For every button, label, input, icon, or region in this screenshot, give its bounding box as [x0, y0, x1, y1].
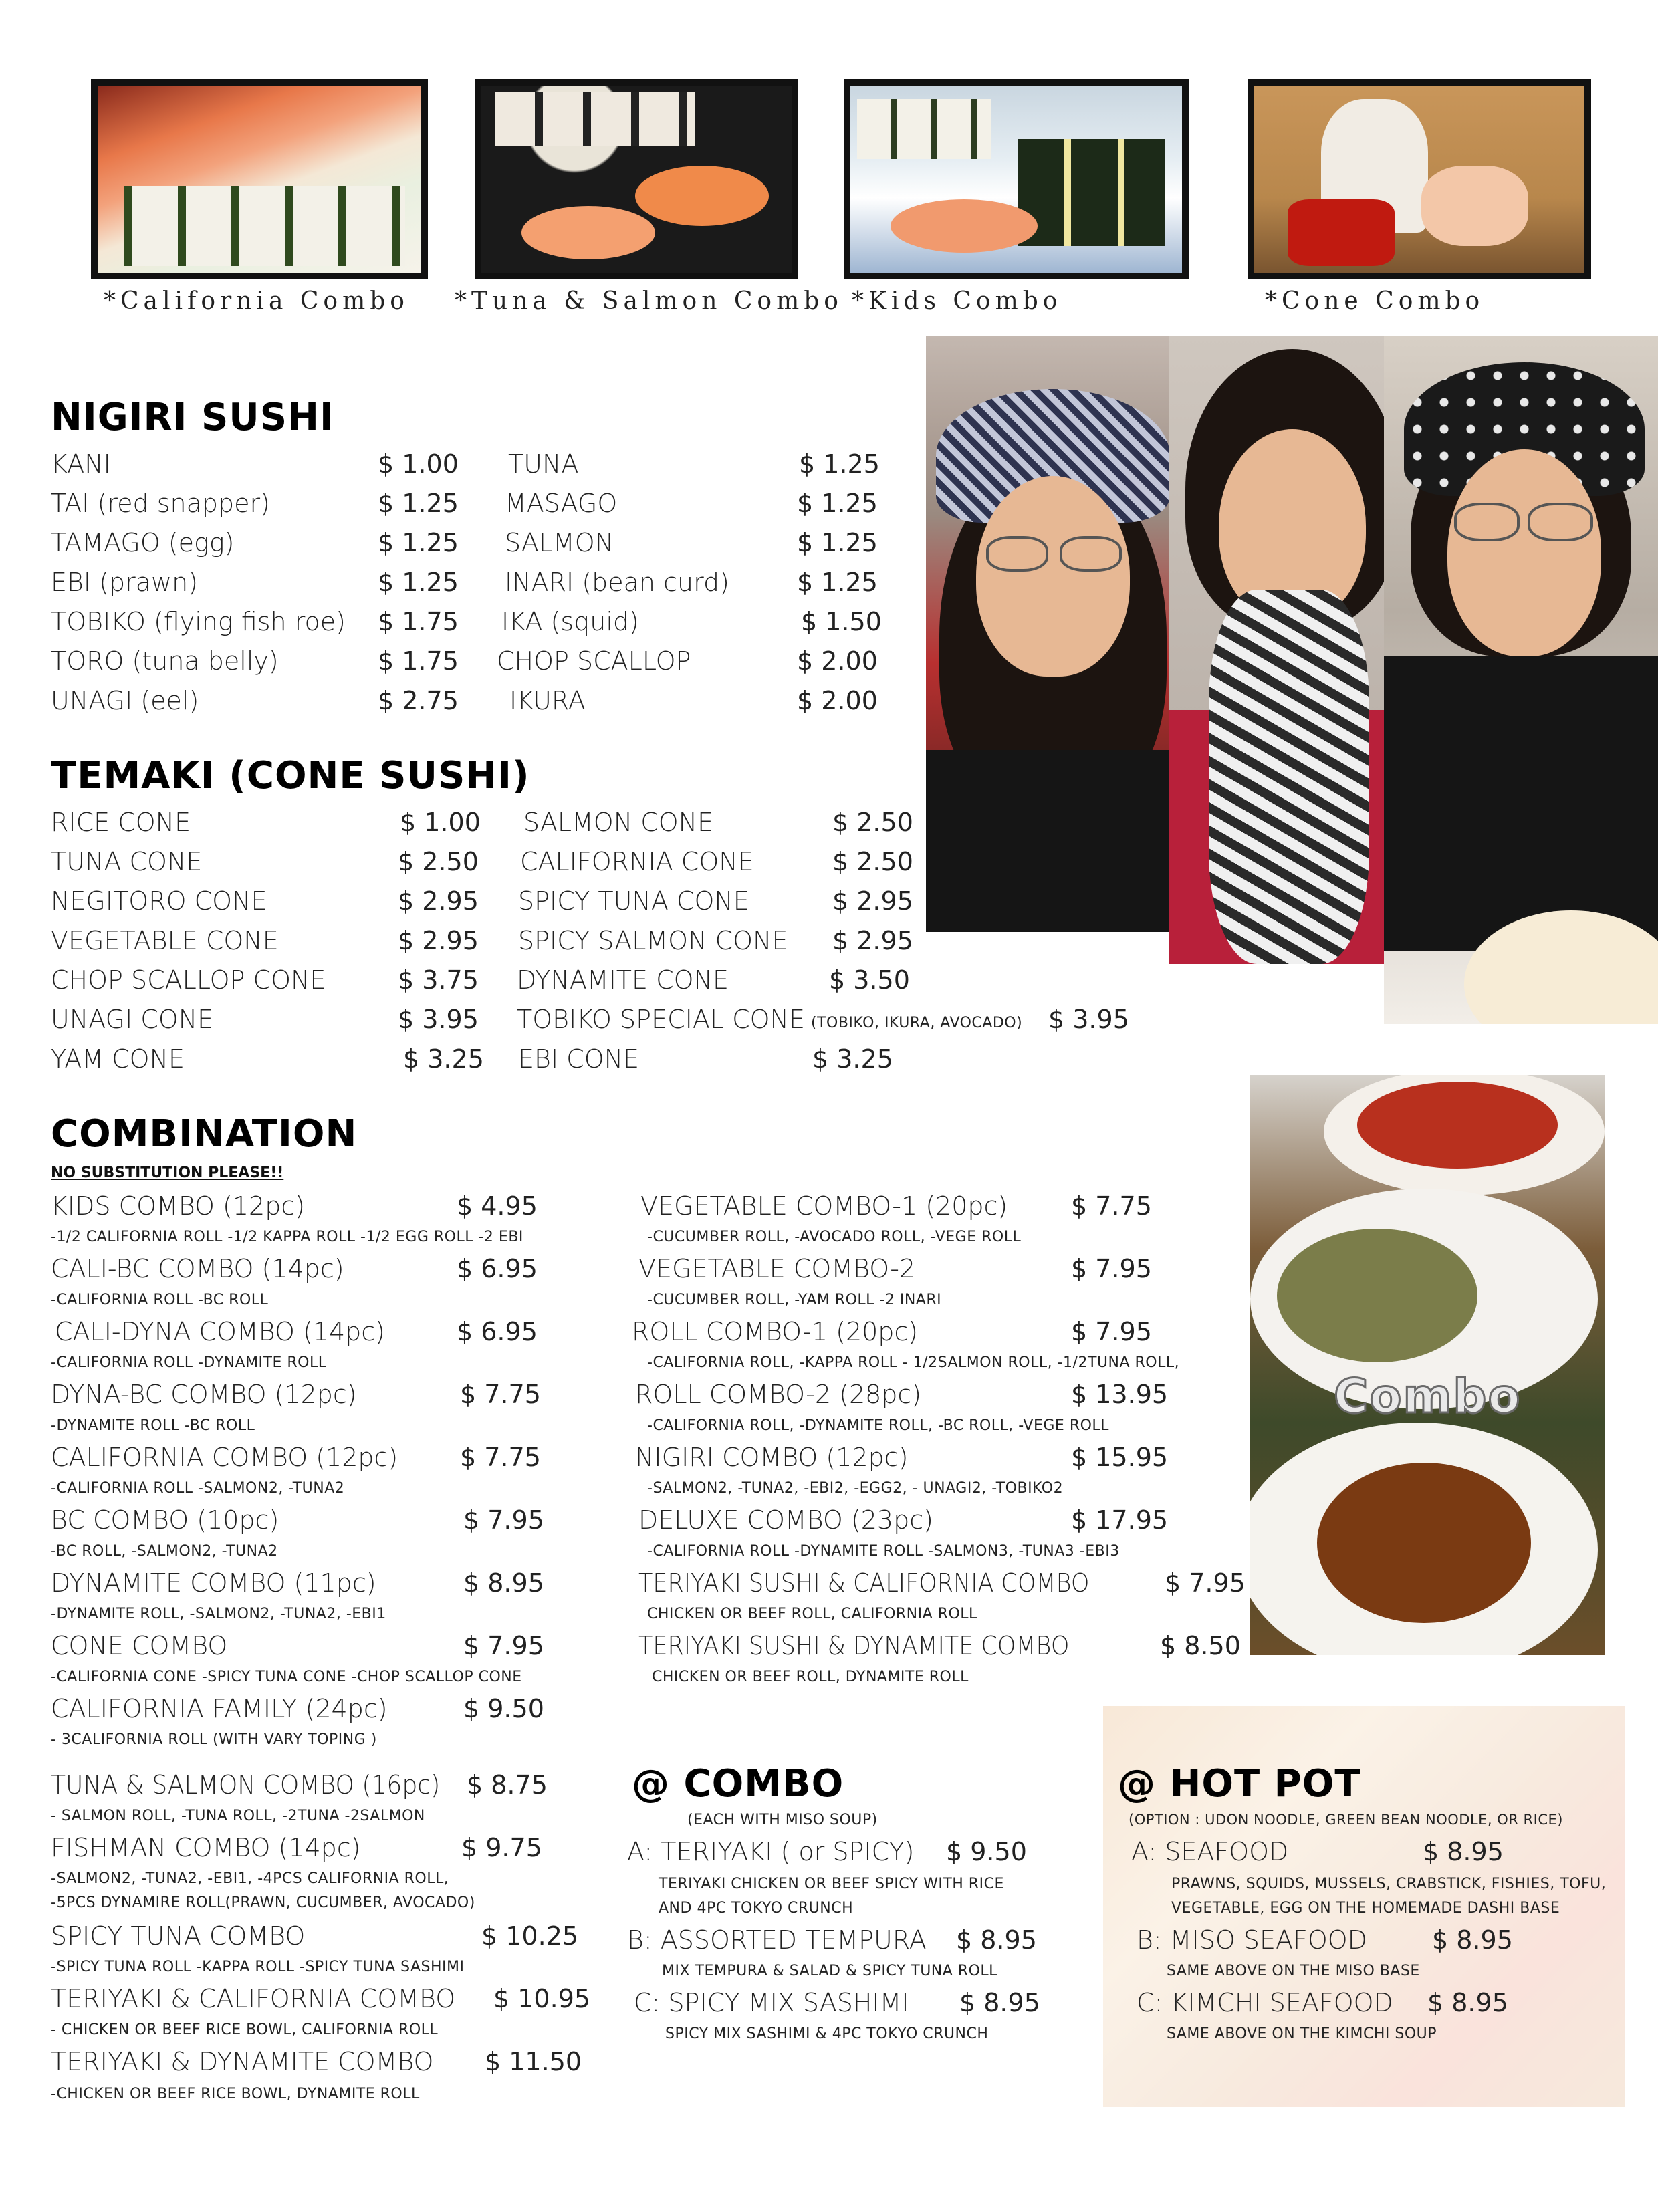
combo-item-name: CONE COMBO — [51, 1631, 228, 1661]
combo-item-name: TERIYAKI SUSHI & CALIFORNIA COMBO — [638, 1568, 1090, 1598]
combo-item-price: $ 7.95 — [1165, 1568, 1246, 1598]
temaki-item-price: $ 2.50 — [398, 847, 479, 876]
temaki-item-name: SPICY SALMON CONE — [518, 926, 788, 955]
cone-combo-photo — [1248, 79, 1591, 279]
temaki-item-price: $ 3.50 — [829, 965, 910, 995]
combo-item-price: $ 4.95 — [457, 1191, 538, 1221]
at-combo-item-name: B: ASSORTED TEMPURA — [627, 1925, 927, 1955]
at-combo-item-desc: TERIYAKI CHICKEN OR BEEF SPICY WITH RICE — [659, 1876, 1004, 1892]
combo-item-name: DELUXE COMBO (23pc) — [638, 1505, 933, 1535]
combo-item-desc: -CHICKEN OR BEEF RICE BOWL, DYNAMITE ROLL — [51, 2086, 420, 2102]
tuna-salmon-combo-caption: *Tuna & Salmon Combo — [455, 287, 843, 315]
temaki-item-price: $ 2.50 — [832, 847, 913, 876]
chef-photo-right — [1384, 336, 1658, 1024]
combo-item-price: $ 15.95 — [1071, 1443, 1169, 1472]
combo-item-desc: -1/2 CALIFORNIA ROLL -1/2 KAPPA ROLL -1/2 EGG ROLL -2 EBI — [51, 1229, 523, 1245]
combo-item-price: $ 8.95 — [463, 1568, 544, 1598]
combo-item-price: $ 9.75 — [461, 1833, 542, 1862]
combination-heading: COMBINATION — [51, 1112, 358, 1156]
california-combo-photo — [91, 79, 428, 279]
combo-item-price: $ 10.25 — [481, 1921, 579, 1951]
temaki-item-price: $ 2.95 — [832, 926, 913, 955]
temaki-item-name: SALMON CONE — [523, 808, 714, 837]
nigiri-item-price: $ 1.75 — [378, 646, 459, 676]
nigiri-item-price: $ 1.25 — [378, 568, 459, 597]
temaki-item-price: $ 1.00 — [400, 808, 481, 837]
tuna-salmon-combo-photo — [475, 79, 798, 279]
combo-item-name: VEGETABLE COMBO-1 (20pc) — [640, 1191, 1008, 1221]
temaki-item-price: $ 2.95 — [398, 886, 479, 916]
nigiri-item-name: UNAGI (eel) — [51, 686, 199, 715]
combo-item-price: $ 8.75 — [467, 1770, 548, 1800]
combo-item-name: SPICY TUNA COMBO — [51, 1921, 306, 1951]
combo-item-desc: -CALIFORNIA ROLL, -KAPPA ROLL - 1/2SALMON ROLL, -1/2TUNA ROLL, — [647, 1354, 1180, 1371]
combo-item-price: $ 13.95 — [1071, 1380, 1169, 1409]
combo-item-desc: CHICKEN OR BEEF ROLL, DYNAMITE ROLL — [652, 1669, 969, 1685]
temaki-heading: TEMAKI (CONE SUSHI) — [51, 754, 530, 797]
nigiri-item-name: CHOP SCALLOP — [497, 646, 691, 676]
combo-item-price: $ 9.50 — [463, 1694, 544, 1723]
combo-item-name: TERIYAKI & CALIFORNIA COMBO — [51, 1984, 456, 2013]
combo-item-price: $ 10.95 — [493, 1984, 591, 2013]
combo-item-name: TERIYAKI & DYNAMITE COMBO — [51, 2047, 434, 2076]
combo-item-price: $ 7.75 — [1071, 1191, 1152, 1221]
temaki-item-name: SPICY TUNA CONE — [518, 886, 749, 916]
combo-item-price: $ 7.75 — [460, 1380, 541, 1409]
nigiri-item-name: EBI (prawn) — [51, 568, 199, 597]
combo-item-desc: -DYNAMITE ROLL -BC ROLL — [51, 1417, 255, 1434]
temaki-item-price: $ 3.95 — [398, 1005, 479, 1034]
nigiri-item-price: $ 1.25 — [797, 528, 878, 558]
at-combo-item-desc: MIX TEMPURA & SALAD & SPICY TUNA ROLL — [662, 1963, 997, 1979]
temaki-item-price: $ 2.95 — [832, 886, 913, 916]
temaki-item-name: TOBIKO SPECIAL CONE — [517, 1005, 805, 1034]
combo-item-price: $ 17.95 — [1071, 1505, 1169, 1535]
combo-item-price: $ 7.95 — [1071, 1317, 1152, 1346]
combo-item-name: FISHMAN COMBO (14pc) — [51, 1833, 361, 1862]
combo-item-name: DYNA-BC COMBO (12pc) — [51, 1380, 357, 1409]
nigiri-item-price: $ 1.75 — [378, 607, 459, 636]
combo-item-name: VEGETABLE COMBO-2 — [638, 1254, 916, 1283]
hot-pot-item-name: C: KIMCHI SEAFOOD — [1137, 1988, 1393, 2017]
combo-item-name: KIDS COMBO (12pc) — [51, 1191, 306, 1221]
nigiri-item-name: TAI (red snapper) — [51, 489, 270, 518]
combo-item-desc: -CUCUMBER ROLL, -AVOCADO ROLL, -VEGE ROLL — [647, 1229, 1022, 1245]
at-combo-item-desc: SPICY MIX SASHIMI & 4PC TOKYO CRUNCH — [665, 2025, 989, 2042]
nigiri-item-name: IKA (squid) — [501, 607, 639, 636]
combo-item-desc: -CALIFORNIA ROLL -DYNAMITE ROLL -SALMON3, -TUNA3 -EBI3 — [647, 1543, 1120, 1560]
temaki-item-price: $ 3.25 — [403, 1044, 484, 1074]
nigiri-item-name: TUNA — [508, 449, 579, 479]
combo-item-name: TUNA & SALMON COMBO (16pc) — [51, 1770, 441, 1800]
combo-item-price: $ 11.50 — [485, 2047, 582, 2076]
at-combo-item-price: $ 9.50 — [946, 1837, 1027, 1866]
combo-item-name: DYNAMITE COMBO (11pc) — [51, 1568, 376, 1598]
temaki-item-price: $ 2.50 — [832, 808, 913, 837]
combo-item-name: TERIYAKI SUSHI & DYNAMITE COMBO — [638, 1631, 1070, 1661]
chef-photo-left — [926, 336, 1180, 932]
combo-item-desc: -SALMON2, -TUNA2, -EBI1, -4PCS CALIFORNIA ROLL, — [51, 1870, 449, 1887]
combo-item-price: $ 7.95 — [1071, 1254, 1152, 1283]
hot-pot-item-desc-line2: VEGETABLE, EGG ON THE HOMEMADE DASHI BASE — [1171, 1900, 1560, 1917]
nigiri-item-price: $ 2.00 — [797, 686, 878, 715]
temaki-item-price: $ 3.75 — [398, 965, 479, 995]
nigiri-item-price: $ 1.25 — [797, 489, 878, 518]
nigiri-item-name: KANI — [51, 449, 111, 479]
nigiri-item-name: SALMON — [505, 528, 614, 558]
temaki-item-name: EBI CONE — [518, 1044, 640, 1074]
combo-item-name: CALI-BC COMBO (14pc) — [51, 1254, 344, 1283]
temaki-item-name: RICE CONE — [51, 808, 191, 837]
nigiri-item-name: INARI (bean curd) — [505, 568, 729, 597]
combo-item-desc-line2: -5PCS DYNAMIRE ROLL(PRAWN, CUCUMBER, AVOCADO) — [51, 1894, 475, 1911]
no-substitution-note: NO SUBSTITUTION PLEASE!! — [51, 1164, 284, 1181]
temaki-item-name: CALIFORNIA CONE — [520, 847, 754, 876]
temaki-item-name: NEGITORO CONE — [51, 886, 267, 916]
combo-item-name: CALIFORNIA COMBO (12pc) — [51, 1443, 398, 1472]
combo-item-name: ROLL COMBO-2 (28pc) — [635, 1380, 922, 1409]
cone-combo-caption: *Cone Combo — [1265, 287, 1485, 315]
hot-pot-item-price: $ 8.95 — [1427, 1988, 1508, 2017]
nigiri-item-name: IKURA — [509, 686, 586, 715]
hot-pot-subtitle: (OPTION : UDON NOODLE, GREEN BEAN NOODLE, OR RICE) — [1129, 1812, 1563, 1828]
hot-pot-item-desc: PRAWNS, SQUIDS, MUSSELS, CRABSTICK, FISHIES, TOFU, — [1171, 1876, 1607, 1892]
temaki-item-name: UNAGI CONE — [51, 1005, 214, 1034]
nigiri-item-name: TORO (tuna belly) — [51, 646, 279, 676]
combo-item-price: $ 6.95 — [457, 1317, 538, 1346]
combo-item-desc: -CALIFORNIA ROLL -BC ROLL — [51, 1292, 269, 1308]
combo-food-photo — [1250, 1075, 1605, 1655]
temaki-item-name: CHOP SCALLOP CONE — [51, 965, 326, 995]
temaki-item-name: VEGETABLE CONE — [51, 926, 279, 955]
kids-combo-photo — [844, 79, 1189, 279]
chef-photo-middle — [1169, 336, 1409, 964]
hot-pot-item-price: $ 8.95 — [1432, 1925, 1513, 1955]
combo-item-price: $ 7.75 — [460, 1443, 541, 1472]
temaki-item-price: $ 2.95 — [398, 926, 479, 955]
combo-item-name: ROLL COMBO-1 (20pc) — [632, 1317, 919, 1346]
combo-item-desc: -CALIFORNIA CONE -SPICY TUNA CONE -CHOP SCALLOP CONE — [51, 1669, 522, 1685]
at-combo-heading: @ COMBO — [632, 1762, 844, 1806]
combo-item-desc: -BC ROLL, -SALMON2, -TUNA2 — [51, 1543, 278, 1560]
combo-item-name: CALIFORNIA FAMILY (24pc) — [51, 1694, 388, 1723]
nigiri-item-price: $ 1.25 — [378, 489, 459, 518]
combo-item-price: $ 7.95 — [463, 1631, 544, 1661]
nigiri-item-price: $ 1.25 — [799, 449, 880, 479]
california-combo-caption: *California Combo — [104, 287, 409, 315]
combo-item-name: NIGIRI COMBO (12pc) — [635, 1443, 909, 1472]
at-combo-item-name: C: SPICY MIX SASHIMI — [634, 1988, 909, 2017]
hot-pot-item-desc: SAME ABOVE ON THE MISO BASE — [1167, 1963, 1420, 1979]
combo-item-desc: -CUCUMBER ROLL, -YAM ROLL -2 INARI — [647, 1292, 942, 1308]
combo-item-name: BC COMBO (10pc) — [51, 1505, 279, 1535]
combo-item-price: $ 7.95 — [463, 1505, 544, 1535]
nigiri-item-price: $ 1.25 — [378, 528, 459, 558]
nigiri-item-price: $ 1.50 — [801, 607, 882, 636]
combo-item-desc: CHICKEN OR BEEF ROLL, CALIFORNIA ROLL — [647, 1606, 977, 1622]
nigiri-item-name: TAMAGO (egg) — [51, 528, 235, 558]
combo-item-desc: - CHICKEN OR BEEF RICE BOWL, CALIFORNIA ROLL — [51, 2021, 439, 2038]
combo-item-desc: -SALMON2, -TUNA2, -EBI2, -EGG2, - UNAGI2, -TOBIKO2 — [647, 1480, 1064, 1497]
combo-item-desc: -DYNAMITE ROLL, -SALMON2, -TUNA2, -EBI1 — [51, 1606, 386, 1622]
combo-photo-label: Combo — [1334, 1369, 1522, 1424]
nigiri-item-price: $ 2.00 — [797, 646, 878, 676]
at-combo-item-desc-line2: AND 4PC TOKYO CRUNCH — [659, 1900, 854, 1917]
hot-pot-item-name: A: SEAFOOD — [1131, 1837, 1289, 1866]
temaki-item-name: DYNAMITE CONE — [517, 965, 729, 995]
combo-item-price: $ 8.50 — [1160, 1631, 1241, 1661]
temaki-item-name: TUNA CONE — [51, 847, 203, 876]
combo-item-name: CALI-DYNA COMBO (14pc) — [55, 1317, 385, 1346]
combo-item-desc: -CALIFORNIA ROLL -SALMON2, -TUNA2 — [51, 1480, 345, 1497]
hot-pot-item-name: B: MISO SEAFOOD — [1137, 1925, 1367, 1955]
hot-pot-heading: @ HOT POT — [1118, 1762, 1361, 1806]
nigiri-item-price: $ 1.00 — [378, 449, 459, 479]
combo-item-desc: -CALIFORNIA ROLL, -DYNAMITE ROLL, -BC ROLL, -VEGE ROLL — [647, 1417, 1109, 1434]
temaki-item-name: YAM CONE — [51, 1044, 185, 1074]
temaki-item-extra: (TOBIKO, IKURA, AVOCADO) — [811, 1015, 1023, 1031]
hot-pot-item-price: $ 8.95 — [1423, 1837, 1504, 1866]
combo-item-desc: -CALIFORNIA ROLL -DYNAMITE ROLL — [51, 1354, 327, 1371]
combo-item-desc: - 3CALIFORNIA ROLL (WITH VARY TOPING ) — [51, 1731, 377, 1748]
combo-item-desc: - SALMON ROLL, -TUNA ROLL, -2TUNA -2SALMON — [51, 1808, 425, 1824]
temaki-item-price: $ 3.25 — [812, 1044, 893, 1074]
kids-combo-caption: *Kids Combo — [852, 287, 1062, 315]
nigiri-item-name: MASAGO — [505, 489, 618, 518]
at-combo-item-price: $ 8.95 — [959, 1988, 1040, 2017]
at-combo-item-name: A: TERIYAKI ( or SPICY) — [627, 1837, 915, 1866]
combo-item-desc: -SPICY TUNA ROLL -KAPPA ROLL -SPICY TUNA SASHIMI — [51, 1959, 465, 1975]
at-combo-item-price: $ 8.95 — [956, 1925, 1037, 1955]
nigiri-sushi-heading: NIGIRI SUSHI — [51, 396, 334, 439]
nigiri-item-price: $ 1.25 — [797, 568, 878, 597]
nigiri-item-price: $ 2.75 — [378, 686, 459, 715]
nigiri-item-name: TOBIKO (flying fish roe) — [51, 607, 346, 636]
combo-item-price: $ 6.95 — [457, 1254, 538, 1283]
hot-pot-item-desc: SAME ABOVE ON THE KIMCHI SOUP — [1167, 2025, 1437, 2042]
temaki-item-price: $ 3.95 — [1048, 1005, 1129, 1034]
at-combo-subtitle: (EACH WITH MISO SOUP) — [687, 1812, 878, 1828]
